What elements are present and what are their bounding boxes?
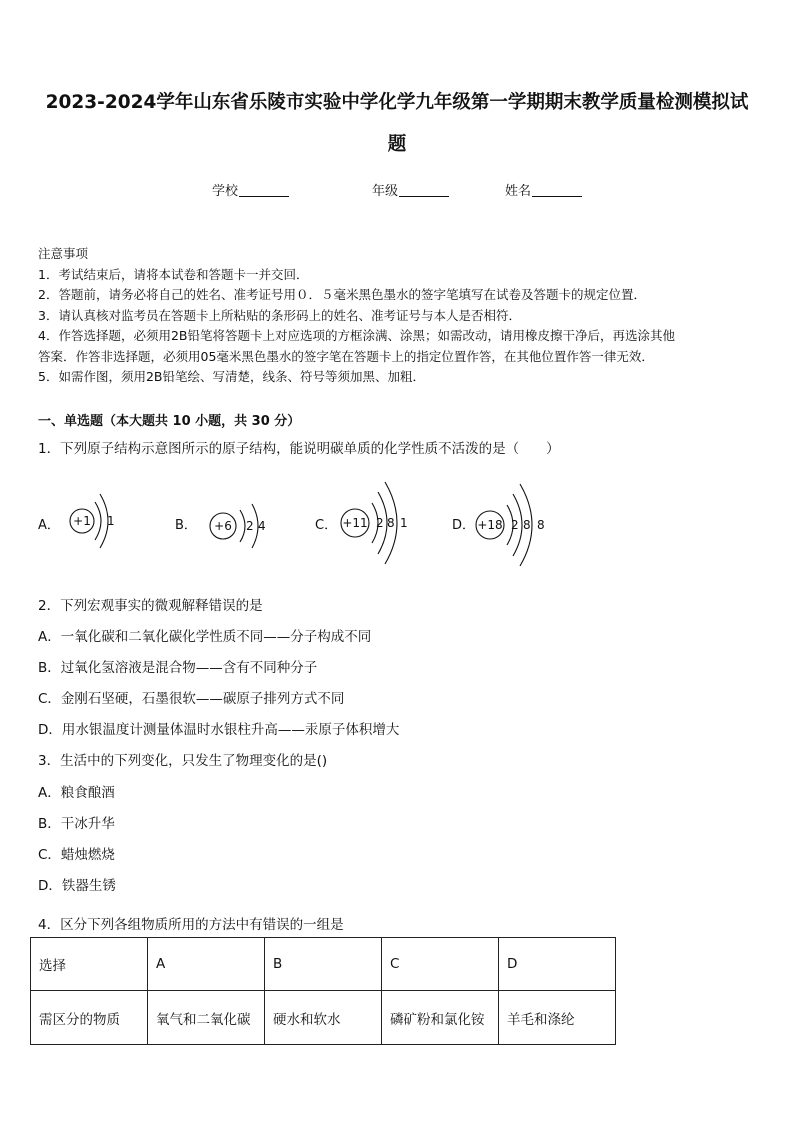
q1-option-c-label: C．: [315, 518, 338, 533]
shell-count: 8: [537, 518, 545, 532]
school-label: 学校: [212, 184, 239, 199]
q2-option-d: D．用水银温度计测量体温时水银柱升高——汞原子体积增大: [38, 722, 400, 738]
shell-count: 4: [258, 519, 266, 533]
q3-stem: 3．生活中的下列变化，只发生了物理变化的是(): [38, 753, 328, 769]
notes-heading: 注意事项: [38, 246, 89, 261]
shell-count: 1: [400, 516, 408, 530]
q2-option-c: C．金刚石坚硬，石墨很软——碳原子排列方式不同: [38, 691, 345, 707]
q1-atom-diagrams: [0, 470, 794, 580]
q2-option-b: B．过氧化氢溶液是混合物——含有不同种分子: [38, 660, 318, 676]
atom-diagram-a: [70, 494, 115, 548]
table-cell: B: [265, 938, 382, 991]
table-row: [31, 938, 616, 991]
shell-count: 2: [376, 516, 384, 530]
notes-block: [38, 244, 762, 388]
q2-stem: 2．下列宏观事实的微观解释错误的是: [38, 598, 263, 614]
nucleus-charge: +11: [342, 516, 368, 530]
q3-option-b: B．干冰升华: [38, 816, 115, 832]
q4-table: [30, 937, 616, 1045]
name-field: [505, 180, 582, 199]
q1-option-a-label: A．: [38, 518, 60, 533]
table-cell: 硬水和软水: [265, 991, 382, 1045]
name-blank: [532, 184, 582, 197]
shell-count: 1: [107, 514, 115, 528]
grade-field: [372, 180, 449, 199]
q3-option-a: A．粮食酿酒: [38, 785, 115, 801]
table-cell: C: [382, 938, 499, 991]
electron-shell-arc: [95, 502, 101, 540]
table-cell: 需区分的物质: [31, 991, 148, 1045]
nucleus-charge: +18: [477, 518, 503, 532]
school-blank: [239, 184, 289, 197]
q4-stem: 4．区分下列各组物质所用的方法中有错误的一组是: [38, 917, 344, 933]
notes-item: 1．考试结束后，请将本试卷和答题卡一并交回．: [38, 266, 309, 282]
shell-count: 2: [246, 519, 254, 533]
table-row: [31, 991, 616, 1045]
grade-label: 年级: [372, 184, 399, 199]
q1-option-d-label: D．: [452, 518, 476, 533]
grade-blank: [399, 184, 449, 197]
notes-item: 答案．作答非选择题，必须用05毫米黑色墨水的签字笔在答题卡上的指定位置作答，在其他位置作答一律无效．: [38, 348, 654, 364]
exam-title-line2: 题: [387, 134, 407, 155]
atom-diagram-c: [341, 482, 408, 564]
shell-count: 8: [523, 518, 531, 532]
shell-count: 2: [511, 518, 519, 532]
table-cell: D: [499, 938, 616, 991]
q1-option-b-label: B．: [175, 518, 197, 533]
q1-stem: 1．下列原子结构示意图所示的原子结构，能说明碳单质的化学性质不活泼的是（ ）: [38, 441, 560, 457]
name-label: 姓名: [505, 184, 532, 199]
shell-count: 8: [387, 516, 395, 530]
table-cell: A: [148, 938, 265, 991]
notes-item: 4．作答选择题，必须用2B铅笔将答题卡上对应选项的方框涂满、涂黑；如需改动，请用橡皮擦干净后，再选涂其他: [38, 328, 675, 343]
q3-option-c: C．蜡烛燃烧: [38, 847, 115, 863]
table-cell: 选择: [31, 938, 148, 991]
table-cell: 磷矿粉和氯化铵: [382, 991, 499, 1045]
atom-diagram-b: [210, 504, 266, 548]
nucleus-charge: +1: [73, 514, 91, 528]
nucleus-charge: +6: [214, 519, 232, 533]
notes-item: 3．请认真核对监考员在答题卡上所粘贴的条形码上的姓名、准考证号与本人是否相符．: [38, 307, 521, 323]
notes-item: 2．答题前，请务必将自己的姓名、准考证号用０．５毫米黑色墨水的签字笔填写在试卷及答题卡的规定位置．: [38, 287, 646, 302]
electron-shell-arc: [240, 510, 245, 542]
notes-item: 5．如需作图，须用2B铅笔绘、写清楚，线条、符号等须加黑、加粗．: [38, 369, 425, 384]
section-title: 一、单选题（本大题共 10 小题，共 30 分）: [38, 414, 301, 429]
school-field: [212, 180, 289, 199]
exam-title-line1: 2023-2024学年山东省乐陵市实验中学化学九年级第一学期期末教学质量检测模拟试: [45, 92, 749, 113]
q3-option-d: D．铁器生锈: [38, 878, 116, 894]
table-cell: 羊毛和涤纶: [499, 991, 616, 1045]
table-cell: 氧气和二氧化碳: [148, 991, 265, 1045]
atom-diagram-d: [476, 484, 545, 566]
q2-option-a: A．一氧化碳和二氧化碳化学性质不同——分子构成不同: [38, 629, 372, 645]
